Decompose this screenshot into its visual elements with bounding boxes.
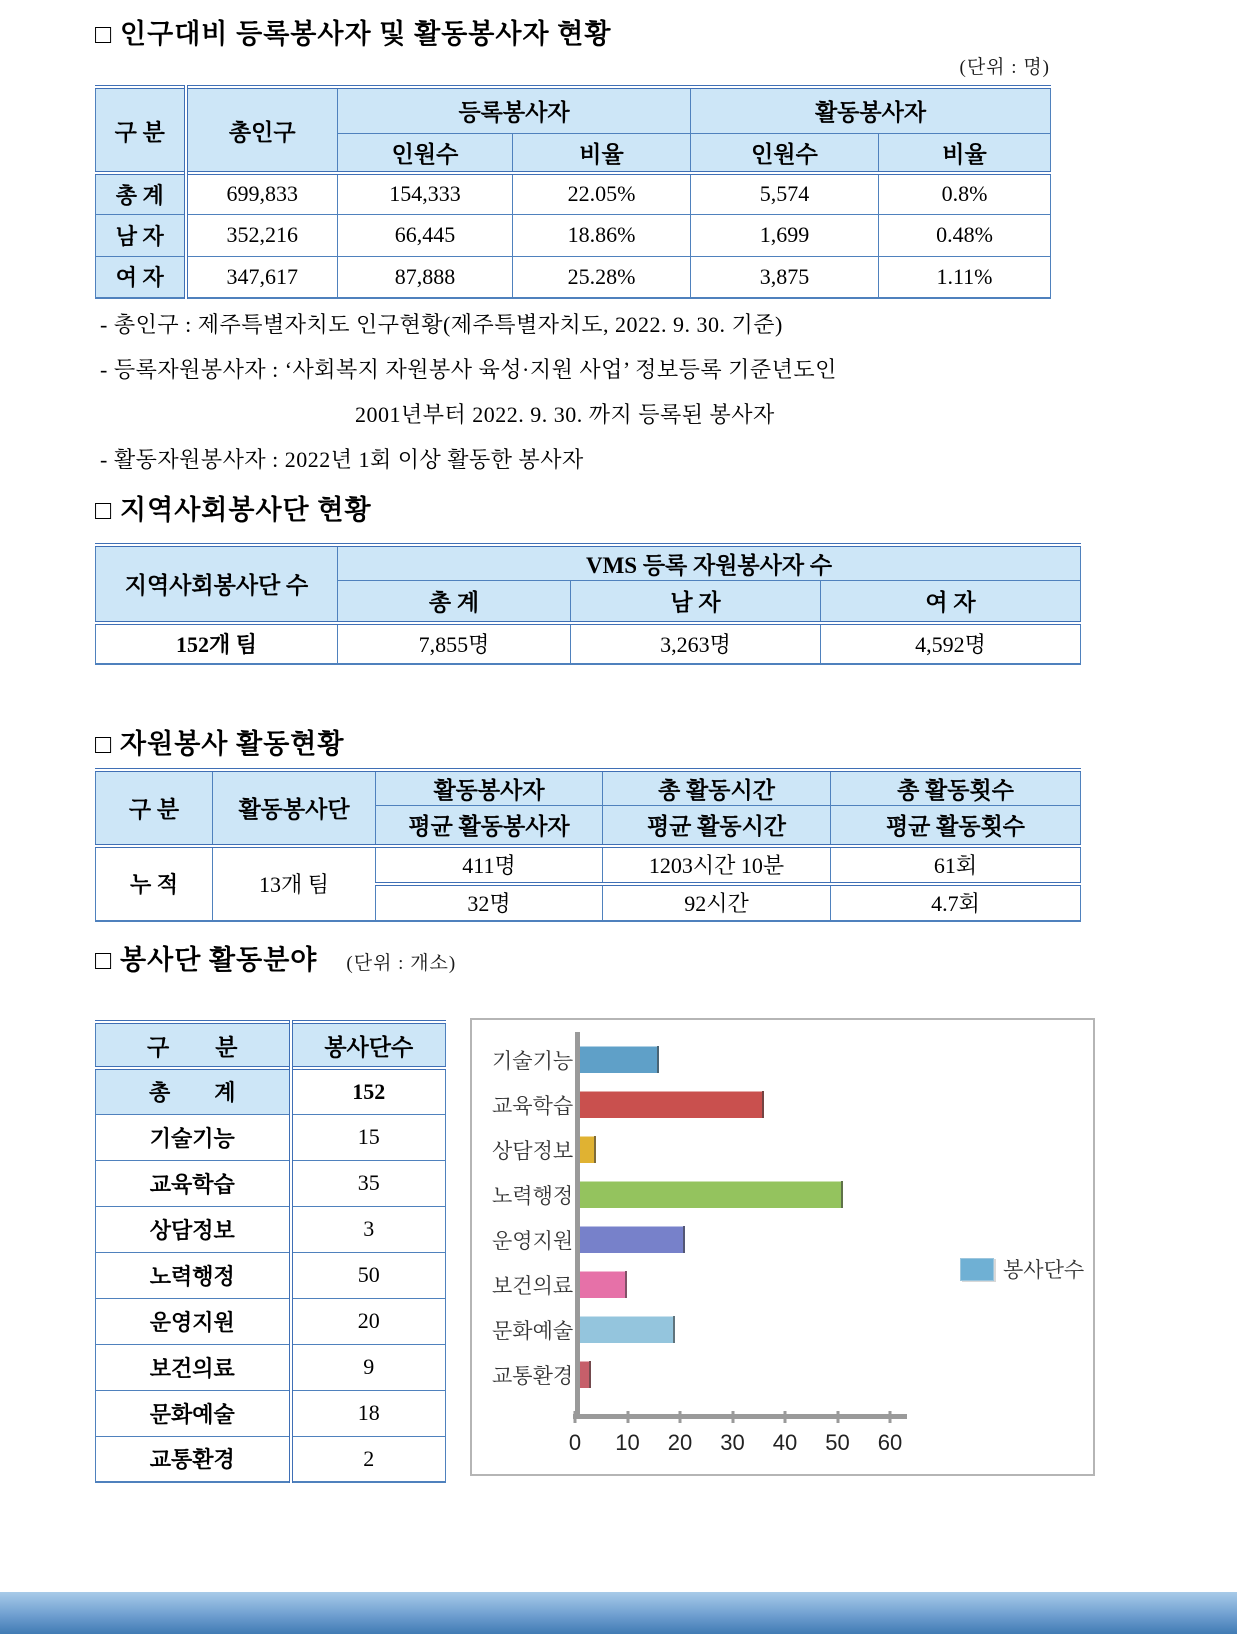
cell-avg-hours: 92시간 (603, 884, 831, 921)
chart-row (492, 1217, 910, 1262)
chart-bar-area (580, 1082, 910, 1127)
chart-category-label: 문화예술 (492, 1319, 574, 1343)
col-header-team-count: 지역사회봉사단 수 (96, 545, 338, 623)
bar-기술기능 (580, 1046, 659, 1073)
cell-reg-count: 66,445 (338, 214, 513, 256)
cell-total: 7,855명 (338, 623, 571, 664)
cell-value: 3 (291, 1206, 446, 1252)
col-header-act-ratio: 비율 (879, 133, 1051, 173)
cell-male: 3,263명 (571, 623, 821, 664)
section1-unit-note: (단위 : 명) (959, 57, 1050, 78)
cell-reg-ratio: 25.28% (513, 256, 691, 298)
cell-team: 13개 팀 (213, 846, 376, 921)
cell-value: 9 (291, 1344, 446, 1390)
cell-category: 문화예술 (96, 1390, 291, 1436)
x-tick-mark (836, 1411, 839, 1423)
x-tick-mark (889, 1411, 892, 1423)
x-tick-label: 30 (720, 1430, 745, 1455)
table-row (96, 1206, 446, 1252)
chart-row (492, 1082, 910, 1127)
col-header-male: 남 자 (571, 581, 821, 623)
table-row (96, 1252, 446, 1298)
cell-pop: 347,617 (186, 256, 338, 298)
chart-category-label: 상담정보 (492, 1139, 574, 1163)
bar-교통환경 (580, 1361, 591, 1388)
col-header-registered: 등록봉사자 (338, 87, 691, 133)
cell-value: 2 (291, 1436, 446, 1482)
row-label: 총 계 (96, 173, 186, 214)
cell-category: 기술기능 (96, 1114, 291, 1160)
bar-보건의료 (580, 1271, 627, 1298)
chart-category-label: 노력행정 (492, 1184, 574, 1208)
cell-pop: 699,833 (186, 173, 338, 214)
cell-category: 노력행정 (96, 1252, 291, 1298)
chart-row (492, 1127, 910, 1172)
x-tick-label: 60 (877, 1430, 903, 1455)
chart-row (492, 1037, 910, 1082)
cell-total-label: 총 계 (96, 1068, 291, 1114)
cell-avg-volunteers: 32명 (376, 884, 603, 921)
col-header-team: 활동봉사단 (213, 770, 376, 846)
col-header-hours-avg: 평균 활동시간 (603, 806, 831, 846)
table-row (96, 1114, 446, 1160)
chart-bar-area (580, 1037, 910, 1082)
chart-bar-area (580, 1262, 910, 1307)
chart-row (492, 1352, 910, 1397)
cell-total-hours: 1203시간 10분 (603, 846, 831, 884)
chart-category-label: 교육학습 (492, 1094, 574, 1118)
note-line: - 등록자원봉사자 : ‘사회복지 자원봉사 육성·지원 사업’ 정보등록 기준년도인 (100, 357, 837, 382)
table-row (96, 846, 1081, 884)
table-row (96, 1344, 446, 1390)
cell-row-label: 누 적 (96, 846, 213, 921)
chart-legend (960, 1254, 1084, 1284)
bar-상담정보 (580, 1136, 596, 1163)
cell-act-count: 5,574 (691, 173, 879, 214)
note-line: - 총인구 : 제주특별자치도 인구현황(제주특별자치도, 2022. 9. 30. 기준) (100, 312, 783, 337)
cell-reg-count: 154,333 (338, 173, 513, 214)
cell-female: 4,592명 (821, 623, 1081, 664)
col-header-group: 구 분 (96, 770, 213, 846)
cell-act-ratio: 0.48% (879, 214, 1051, 256)
table-row (96, 1390, 446, 1436)
x-tick-mark (731, 1411, 734, 1423)
community-volunteer-group-table (95, 543, 1081, 665)
table-row (96, 214, 1051, 256)
legend-label: 봉사단수 (1003, 1259, 1085, 1282)
x-tick-mark (679, 1411, 682, 1423)
bar-문화예술 (580, 1316, 675, 1343)
cell-category: 보건의료 (96, 1344, 291, 1390)
col-header-volunteers-total: 활동봉사자 (376, 770, 603, 806)
population-volunteer-table (95, 85, 1051, 299)
table-row-total (96, 1068, 446, 1114)
chart-row (492, 1172, 910, 1217)
table-row (96, 623, 1081, 664)
col-header-reg-ratio: 비율 (513, 133, 691, 173)
volunteer-activity-table (95, 768, 1081, 922)
cell-value: 35 (291, 1160, 446, 1206)
col-header-group-count: 봉사단수 (291, 1022, 446, 1068)
chart-category-label: 보건의료 (492, 1274, 574, 1298)
col-header-category: 구 분 (96, 1022, 291, 1068)
x-tick-label: 20 (667, 1430, 693, 1455)
chart-bar-area (580, 1352, 910, 1397)
col-header-vms-group: VMS 등록 자원봉사자 수 (338, 545, 1081, 581)
col-header-count-avg: 평균 활동횟수 (831, 806, 1081, 846)
x-tick-label: 50 (825, 1430, 850, 1455)
col-header-total-pop: 총인구 (186, 87, 338, 173)
chart-row (492, 1307, 910, 1352)
row-label: 여 자 (96, 256, 186, 298)
cell-value: 20 (291, 1298, 446, 1344)
col-header-total: 총 계 (338, 581, 571, 623)
cell-value: 18 (291, 1390, 446, 1436)
table-row (96, 256, 1051, 298)
cell-act-count: 3,875 (691, 256, 879, 298)
row-label: 남 자 (96, 214, 186, 256)
col-header-female: 여 자 (821, 581, 1081, 623)
cell-reg-ratio: 22.05% (513, 173, 691, 214)
chart-bar-area (580, 1217, 910, 1262)
section2-title: □ 지역사회봉사단 현황 (95, 495, 372, 525)
cell-total-count: 61회 (831, 846, 1081, 884)
cell-category: 교육학습 (96, 1160, 291, 1206)
cell-total-volunteers: 411명 (376, 846, 603, 884)
col-header-active: 활동봉사자 (691, 87, 1051, 133)
col-header-act-count: 인원수 (691, 133, 879, 173)
table-row (96, 1436, 446, 1482)
cell-avg-count: 4.7회 (831, 884, 1081, 921)
cell-category: 운영지원 (96, 1298, 291, 1344)
chart-category-label: 기술기능 (492, 1049, 574, 1073)
table-row (96, 1298, 446, 1344)
chart-category-label: 교통환경 (492, 1364, 574, 1388)
x-tick-mark (784, 1411, 787, 1423)
section4-title: □ 봉사단 활동분야 (95, 945, 318, 975)
table-row (96, 1160, 446, 1206)
chart-bar-area (580, 1307, 910, 1352)
cell-value: 50 (291, 1252, 446, 1298)
footer-band (0, 1592, 1237, 1634)
section4-unit-note: (단위 : 개소) (346, 953, 457, 974)
cell-reg-count: 87,888 (338, 256, 513, 298)
bar-교육학습 (580, 1091, 764, 1118)
col-header-volunteers-avg: 평균 활동봉사자 (376, 806, 603, 846)
x-tick-label: 0 (568, 1430, 582, 1455)
chart-bar-area (580, 1172, 910, 1217)
cell-act-count: 1,699 (691, 214, 879, 256)
col-header-reg-count: 인원수 (338, 133, 513, 173)
col-header-count-total: 총 활동횟수 (831, 770, 1081, 806)
cell-total-value: 152 (291, 1068, 446, 1114)
table-row (96, 173, 1051, 214)
x-tick-mark (574, 1411, 577, 1423)
note-line-continuation: 2001년부터 2022. 9. 30. 까지 등록된 봉사자 (355, 402, 775, 427)
chart-bar-area (580, 1127, 910, 1172)
x-tick-mark (626, 1411, 629, 1423)
col-header-group: 구 분 (96, 87, 186, 173)
activity-field-table (95, 1020, 446, 1483)
x-tick-label: 10 (615, 1430, 640, 1455)
cell-value: 15 (291, 1114, 446, 1160)
legend-swatch (960, 1258, 994, 1281)
bar-노력행정 (580, 1181, 843, 1208)
x-tick-label: 40 (772, 1430, 798, 1455)
cell-category: 교통환경 (96, 1436, 291, 1482)
footnotes (100, 302, 1120, 482)
cell-team-count: 152개 팀 (96, 623, 338, 664)
bar-운영지원 (580, 1226, 685, 1253)
cell-act-ratio: 1.11% (879, 256, 1051, 298)
volunteer-groups-bar-chart (470, 1018, 1095, 1476)
chart-rows (492, 1037, 910, 1397)
chart-category-label: 운영지원 (492, 1229, 574, 1253)
section4-heading (95, 938, 456, 977)
cell-reg-ratio: 18.86% (513, 214, 691, 256)
chart-row (492, 1262, 910, 1307)
section1-title: □ 인구대비 등록봉사자 및 활동봉사자 현황 (95, 19, 612, 49)
col-header-hours-total: 총 활동시간 (603, 770, 831, 806)
cell-pop: 352,216 (186, 214, 338, 256)
note-line: - 활동자원봉사자 : 2022년 1회 이상 활동한 봉사자 (100, 447, 584, 472)
chart-x-axis-line (573, 1414, 907, 1419)
section3-title: □ 자원봉사 활동현황 (95, 729, 345, 759)
cell-act-ratio: 0.8% (879, 173, 1051, 214)
cell-category: 상담정보 (96, 1206, 291, 1252)
